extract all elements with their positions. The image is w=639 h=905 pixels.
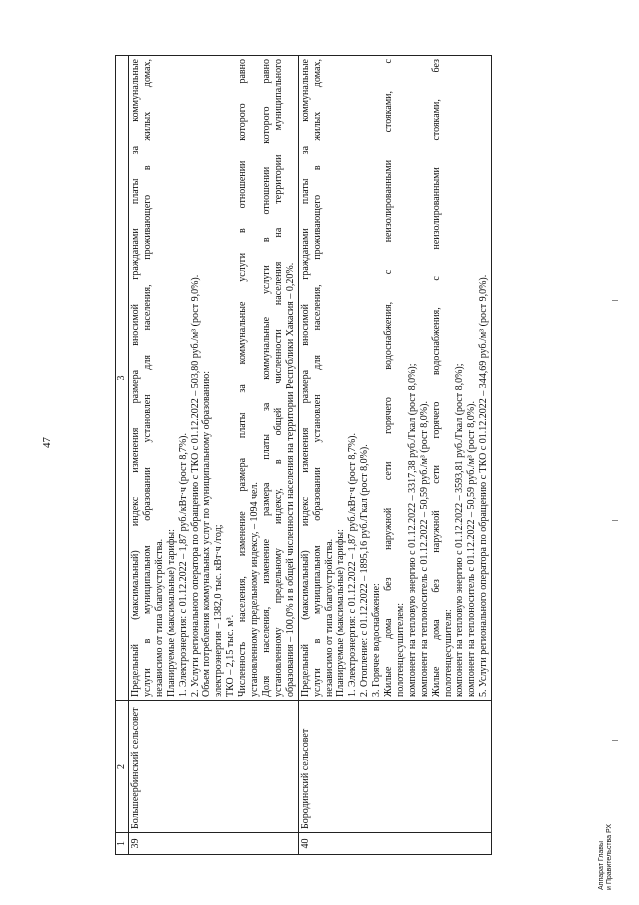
rotated-table-container xyxy=(115,55,589,855)
description-line: независимо от типа благоустройства. xyxy=(153,538,165,697)
office-stamp xyxy=(598,824,614,890)
description-line: электроэнергия – 1382,0 тыс. кВт·ч /год; xyxy=(213,524,225,697)
table-row xyxy=(298,56,492,855)
header-col-2: 2 xyxy=(116,701,129,833)
header-row xyxy=(116,56,129,855)
description-line: услуги в муниципальном образовании установлен для населения, проживающего в жилых домах, xyxy=(141,59,153,697)
margin-mark xyxy=(612,300,618,304)
description-line: ТКО – 2,15 тыс. м³. xyxy=(225,614,237,697)
description-line: установленному предельному индексу, в общей численности населения на территории муниципального xyxy=(272,59,284,697)
description-line: 3. Горячее водоснабжение: xyxy=(371,583,383,697)
description-line: полотенцесушителя: xyxy=(442,609,454,697)
description-line: независимо от типа благоустройства. xyxy=(323,538,335,697)
stamp-line-1: Аппарат Главы xyxy=(598,840,605,890)
description-line: 1. Электроэнергия: с 01.12.2022 – 1,87 руб./кВт·ч (рост 8,7%). xyxy=(177,433,189,697)
description-line: 2. Отопление: с 01.12.2022 – 1895,16 руб./Гкал (рост 8,0%). xyxy=(359,444,371,697)
description-line: компонент на тепловую энергию с 01.12.2022 – 3593,81 руб./Гкал (рост 8,0%); xyxy=(454,363,466,697)
table-row xyxy=(129,56,299,855)
page-number: 47 xyxy=(41,437,53,448)
description-line: 5. Услуги регионального оператора по обращению с ТКО с 01.12.2022 – 344,69 руб./м³ (рост 9,0%). xyxy=(478,274,490,697)
margin-mark xyxy=(612,740,618,744)
margin-mark xyxy=(612,520,618,524)
tariff-description xyxy=(298,56,492,701)
description-line: услуги в муниципальном образовании установлен для населения, проживающего в жилых домах, xyxy=(311,59,323,697)
description-line: Доля населения, изменение размера платы за коммунальные услуги в отношении которого равно xyxy=(260,59,272,697)
description-line: Объем потребления коммунальных услуг по муниципальному образованию: xyxy=(201,371,213,697)
stamp-line-2: и Правительства РХ xyxy=(606,823,613,890)
municipality-name: Большеербинский сельсовет xyxy=(129,701,299,833)
description-line: Жилые дома без наружной сети горячего водоснабжения, с неизолированными стояками, без xyxy=(430,59,442,697)
row-number: 40 xyxy=(298,833,492,855)
description-line: компонент на тепловую энергию с 01.12.2022 – 3317,38 руб./Гкал (рост 8,0%); xyxy=(406,363,418,697)
description-line: Планируемые (максимальные) тарифы: xyxy=(335,529,347,697)
description-line: компонент на теплоноситель с 01.12.2022 – 50,59 руб./м³ (рост 8,0%). xyxy=(466,401,478,697)
description-line: Планируемые (максимальные) тарифы: xyxy=(165,529,177,697)
tariff-description xyxy=(129,56,299,701)
tariff-table xyxy=(115,55,492,855)
description-line: компонент на теплоноситель с 01.12.2022 – 50,59 руб./м³ (рост 8,0%). xyxy=(418,401,430,697)
header-col-3: 3 xyxy=(116,56,129,701)
description-line: образования – 100,0% и в общей численности населения на территории Республики Хакасия – 0,20%. xyxy=(284,262,296,697)
description-line: полотенцесушителем: xyxy=(394,603,406,697)
description-line: установленному предельному индексу, – 1094 чел. xyxy=(249,482,261,697)
description-line: Предельный (максимальный) индекс изменения размера вносимой гражданами платы за коммунальные xyxy=(299,59,311,697)
row-number: 39 xyxy=(129,833,299,855)
description-line: Жилые дома без наружной сети горячего водоснабжения, с неизолированными стояками, с xyxy=(383,59,395,697)
description-line: 1. Электроэнергия: с 01.12.2022 – 1,87 руб./кВт·ч (рост 8,7%). xyxy=(347,433,359,697)
header-col-1: 1 xyxy=(116,833,129,855)
description-line: Численность населения, изменение размера платы за коммунальные услуги в отношении которого равно xyxy=(237,59,249,697)
description-line: Предельный (максимальный) индекс изменения размера вносимой гражданами платы за коммунальные xyxy=(130,59,141,697)
municipality-name: Бородинский сельсовет xyxy=(298,701,492,833)
description-line: 2. Услуги регионального оператора по обращению с ТКО с 01.12.2022 – 503,80 руб./м³ (рост 9,0%). xyxy=(189,274,201,697)
